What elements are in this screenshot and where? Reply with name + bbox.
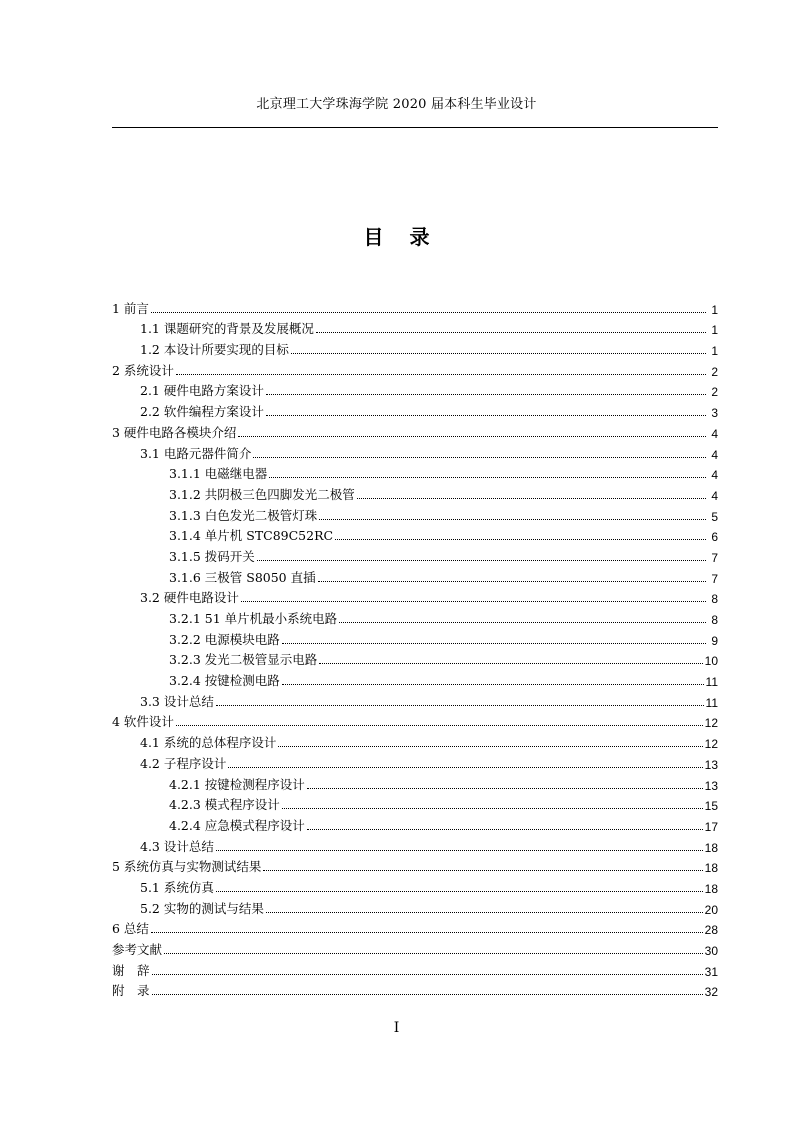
toc-entry-page: 18 [704, 861, 718, 876]
toc-entry-page: 10 [704, 654, 718, 669]
toc-entry[interactable] [112, 751, 718, 772]
toc-dot-leader [291, 353, 706, 354]
toc-entry-page: 30 [704, 944, 718, 958]
toc-entry-label: 3 硬件电路各模块介绍 [112, 424, 237, 440]
toc-dot-leader [238, 436, 706, 437]
toc-entry-label: 3.1.2 共阴极三色四脚发光二极管 [169, 486, 355, 502]
toc-entry-page: 4 [711, 488, 718, 503]
toc-dot-leader [253, 457, 706, 458]
toc-entry-page: 20 [704, 902, 718, 917]
toc-entry[interactable] [112, 772, 718, 793]
toc-dot-leader [152, 974, 703, 975]
toc-entry-label: 5 系统仿真与实物测试结果 [112, 859, 262, 875]
toc-entry[interactable] [112, 813, 718, 834]
toc-dot-leader [266, 912, 703, 913]
toc-entry-page: 8 [711, 613, 718, 627]
toc-entry[interactable] [112, 627, 718, 648]
title-char-2: 录 [409, 225, 430, 249]
toc-entry-label: 4.2.1 按键检测程序设计 [169, 776, 305, 792]
toc-dot-leader [266, 415, 706, 416]
toc-entry-page: 7 [711, 550, 718, 565]
toc-entry[interactable] [112, 979, 718, 1000]
toc-dot-leader [282, 643, 706, 644]
toc-entry-label: 4.2.4 应急模式程序设计 [169, 817, 305, 833]
toc-entry-page: 4 [711, 447, 718, 462]
toc-entry-label: 6 总结 [112, 921, 149, 937]
toc-entry-page: 15 [704, 799, 718, 814]
toc-dot-leader [216, 891, 703, 892]
toc-dot-leader [151, 932, 703, 933]
toc-dot-leader [282, 808, 703, 809]
toc-entry-label: 4.2.3 模式程序设计 [169, 797, 280, 813]
toc-entry[interactable] [112, 834, 718, 855]
toc-entry-label: 2 系统设计 [112, 362, 174, 378]
toc-entry[interactable] [112, 710, 718, 731]
toc-entry[interactable] [112, 730, 718, 751]
toc-entry-label: 4.3 设计总结 [140, 838, 214, 854]
toc-entry-page: 9 [711, 633, 718, 648]
toc-entry[interactable] [112, 399, 718, 420]
toc-dot-leader [316, 332, 706, 333]
toc-entry-page: 12 [704, 737, 718, 752]
toc-dot-leader [216, 850, 703, 851]
toc-dot-leader [278, 746, 702, 747]
toc-entry-page: 11 [705, 675, 718, 690]
toc-dot-leader [263, 870, 702, 871]
toc-entry-page: 28 [704, 923, 718, 938]
toc-entry-label: 3.3 设计总结 [140, 693, 214, 709]
toc-entry[interactable] [112, 689, 718, 710]
toc-entry[interactable] [112, 958, 718, 979]
toc-entry-page: 1 [711, 323, 718, 338]
toc-entry-label: 3.1.5 拨码开关 [169, 548, 255, 564]
toc-dot-leader [164, 953, 703, 954]
toc-entry-page: 18 [704, 840, 718, 855]
toc-dot-leader [307, 829, 703, 830]
toc-entry-page: 2 [711, 364, 718, 379]
header-divider [112, 127, 718, 128]
toc-entry[interactable] [112, 503, 718, 524]
toc-entry[interactable] [112, 917, 718, 938]
toc-entry-label: 3.2.1 51 单片机最小系统电路 [169, 611, 338, 626]
toc-entry-page: 13 [704, 757, 718, 772]
toc-entry-label: 2.2 软件编程方案设计 [140, 404, 264, 420]
toc-entry-label: 5.1 系统仿真 [140, 879, 214, 895]
toc-entry-label: 3.1.4 单片机 STC89C52RC [169, 528, 334, 544]
toc-dot-leader [318, 581, 706, 582]
toc-entry[interactable] [112, 482, 718, 503]
toc-dot-leader [319, 663, 702, 664]
toc-dot-leader [241, 601, 706, 602]
toc-entry-label: 2.1 硬件电路方案设计 [140, 383, 264, 399]
toc-dot-leader [266, 394, 706, 395]
toc-dot-leader [307, 788, 703, 789]
toc-entry-page: 7 [711, 571, 718, 586]
toc-entry[interactable] [112, 420, 718, 441]
toc-dot-leader [335, 539, 706, 540]
toc-entry[interactable] [112, 896, 718, 917]
toc-entry-page: 2 [711, 385, 718, 400]
toc-entry[interactable] [112, 586, 718, 607]
toc-dot-leader [339, 622, 706, 623]
toc-entry-page: 5 [711, 509, 718, 524]
toc-entry-label: 3.2 硬件电路设计 [140, 590, 239, 606]
toc-entry[interactable] [112, 937, 718, 958]
toc-entry-label: 3.1.3 白色发光二极管灯珠 [169, 507, 318, 523]
toc-entry[interactable] [112, 337, 718, 358]
toc-dot-leader [257, 560, 706, 561]
toc-entry-page: 1 [711, 302, 718, 317]
page-title [0, 221, 793, 250]
toc-entry[interactable] [112, 565, 718, 586]
toc-dot-leader [176, 725, 703, 726]
toc-entry-page: 31 [704, 964, 718, 979]
toc-entry-page: 12 [704, 716, 718, 731]
toc-entry-page: 4 [711, 468, 718, 483]
toc-entry[interactable] [112, 441, 718, 462]
toc-entry[interactable] [112, 875, 718, 896]
toc-entry-label: 谢 辞 [112, 962, 150, 978]
toc-entry-page: 6 [711, 530, 718, 545]
toc-entry-label: 3.1 电路元器件简介 [140, 445, 252, 461]
toc-entry-label: 参考文献 [112, 942, 163, 957]
title-char-1: 目 [363, 225, 384, 249]
toc-entry-page: 3 [711, 406, 718, 421]
toc-entry-page: 1 [711, 344, 718, 359]
toc-entry-label: 4 软件设计 [112, 714, 174, 730]
toc-dot-leader [151, 312, 706, 313]
toc-dot-leader [319, 519, 706, 520]
toc-entry[interactable] [112, 648, 718, 669]
toc-entry-page: 17 [704, 819, 718, 834]
toc-dot-leader [228, 767, 702, 768]
toc-entry[interactable] [112, 524, 718, 545]
toc-entry[interactable] [112, 793, 718, 814]
toc-entry[interactable] [112, 462, 718, 483]
toc-entry[interactable] [112, 317, 718, 338]
toc-entry-label: 3.2.3 发光二极管显示电路 [169, 652, 318, 668]
toc-entry-label: 4.2 子程序设计 [140, 755, 227, 771]
toc-entry-label: 附 录 [112, 983, 150, 999]
page-number: I [393, 1020, 400, 1036]
toc-entry[interactable] [112, 855, 718, 876]
toc-entry[interactable] [112, 296, 718, 317]
toc-entry-page: 4 [711, 426, 718, 441]
page-header: 北京理工大学珠海学院 2020 届本科生毕业设计 [256, 97, 537, 112]
toc-dot-leader [152, 994, 703, 995]
toc-entry-page: 8 [711, 592, 718, 607]
toc-dot-leader [357, 498, 706, 499]
toc-entry[interactable] [112, 379, 718, 400]
toc-entry[interactable] [112, 358, 718, 379]
table-of-contents [112, 296, 718, 999]
toc-entry-label: 3.2.4 按键检测电路 [169, 673, 280, 689]
toc-dot-leader [216, 705, 704, 706]
toc-entry-label: 5.2 实物的测试与结果 [140, 900, 264, 916]
toc-entry-label: 3.2.2 电源模块电路 [169, 631, 280, 647]
toc-dot-leader [269, 477, 706, 478]
toc-dot-leader [282, 684, 704, 685]
toc-entry[interactable] [112, 544, 718, 565]
toc-entry-page: 18 [704, 881, 718, 896]
toc-entry-label: 3.1.1 电磁继电器 [169, 466, 268, 482]
toc-entry-page: 32 [704, 985, 718, 1000]
toc-entry-page: 11 [705, 695, 718, 710]
toc-entry[interactable] [112, 668, 718, 689]
toc-entry-label: 1 前言 [112, 300, 149, 316]
toc-entry[interactable] [112, 606, 718, 627]
toc-entry-label: 4.1 系统的总体程序设计 [140, 735, 277, 751]
toc-entry-page: 13 [704, 778, 718, 793]
toc-dot-leader [176, 374, 706, 375]
toc-entry-label: 1.2 本设计所要实现的目标 [140, 342, 289, 358]
toc-entry-label: 3.1.6 三极管 S8050 直插 [169, 569, 316, 585]
toc-entry-label: 1.1 课题研究的背景及发展概况 [140, 321, 314, 337]
